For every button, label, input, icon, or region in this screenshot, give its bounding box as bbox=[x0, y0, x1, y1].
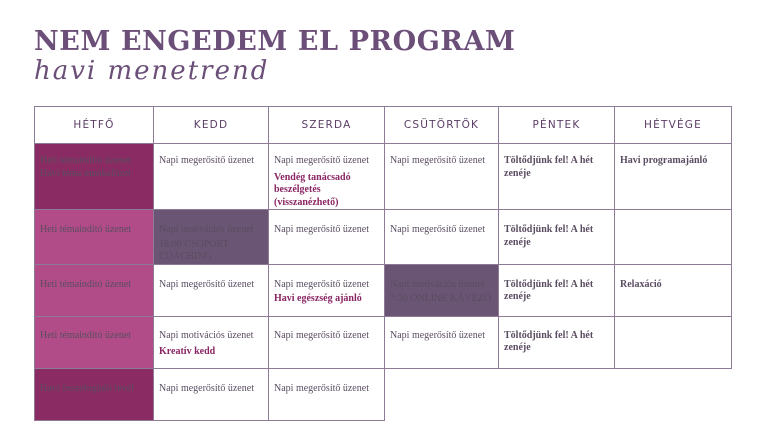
cell-text: Napi motivációs üzenet bbox=[390, 278, 485, 290]
table-row bbox=[35, 144, 732, 210]
schedule-cell bbox=[154, 368, 269, 420]
cell-text: beszélgetés (visszanézhető) bbox=[274, 184, 339, 208]
cell-text: Napi megerősítő üzenet bbox=[274, 278, 369, 290]
schedule-cell bbox=[154, 144, 269, 210]
page-title: NEM ENGEDEM EL PROGRAM bbox=[34, 26, 516, 57]
cell-text: Napi megerősítő üzenet bbox=[159, 278, 254, 290]
schedule-cell bbox=[499, 210, 615, 265]
cell-text: Vendég tanácsadó bbox=[274, 171, 351, 183]
schedule-cell bbox=[269, 264, 385, 316]
cell-text: Heti témaindító üzenet bbox=[40, 155, 132, 166]
schedule-cell bbox=[154, 316, 269, 368]
header-day: HÉTFŐ bbox=[35, 107, 154, 144]
header-day: PÉNTEK bbox=[499, 107, 615, 144]
cell-text: Heti témaindító üzenet bbox=[40, 329, 132, 341]
header-day: CSÜTÖRTÖK bbox=[385, 107, 499, 144]
schedule-cell bbox=[615, 316, 732, 368]
empty-cell bbox=[385, 368, 499, 420]
schedule-cell bbox=[499, 144, 615, 210]
table-row bbox=[35, 264, 732, 316]
header-day: SZERDA bbox=[269, 107, 385, 144]
schedule-cell bbox=[35, 210, 154, 265]
schedule-cell bbox=[385, 210, 499, 265]
cell-text: Napi megerősítő üzenet bbox=[159, 155, 254, 166]
cell-text: Napi megerősítő üzenet bbox=[274, 329, 369, 341]
schedule-cell bbox=[35, 264, 154, 316]
schedule-cell bbox=[269, 368, 385, 420]
schedule-cell bbox=[385, 144, 499, 210]
cell-text: Töltődjünk fel! A hét zenéje bbox=[504, 155, 594, 179]
cell-text: Relaxáció bbox=[620, 278, 662, 290]
cell-text: Kreatív kedd bbox=[159, 346, 216, 357]
cell-text: Napi megerősítő üzenet bbox=[159, 382, 254, 394]
cell-text: Napi megerősítő üzenet bbox=[274, 155, 369, 166]
schedule-cell bbox=[269, 144, 385, 210]
table-row bbox=[35, 210, 732, 265]
cell-text: Havi összefoglaló levél bbox=[40, 382, 134, 394]
schedule-cell bbox=[154, 264, 269, 316]
page-subtitle: havi menetrend bbox=[34, 56, 270, 86]
cell-text: 7:30 ONLINE KÁVÉZÓ bbox=[390, 293, 492, 304]
header-day: HÉTVÉGE bbox=[615, 107, 732, 144]
schedule-cell bbox=[385, 316, 499, 368]
schedule-cell bbox=[35, 368, 154, 420]
table-row bbox=[35, 316, 732, 368]
cell-text: Napi megerősítő üzenet bbox=[390, 155, 485, 166]
schedule-cell bbox=[269, 210, 385, 265]
cell-text: Töltődjünk fel! A hét zenéje bbox=[504, 329, 594, 353]
header-day: KEDD bbox=[154, 107, 269, 144]
schedule-cell bbox=[499, 264, 615, 316]
cell-text: Napi megerősítő üzenet bbox=[274, 382, 369, 394]
cell-text: Havi egészség ajánló bbox=[274, 293, 362, 304]
cell-text: Heti témaindító üzenet bbox=[40, 278, 132, 290]
schedule-cell bbox=[615, 144, 732, 210]
cell-text: Napi motivációs üzenet bbox=[159, 329, 254, 341]
cell-text: Napi motivációs üzenet bbox=[159, 224, 254, 235]
schedule-cell bbox=[35, 144, 154, 210]
table-row bbox=[35, 368, 732, 420]
schedule-cell bbox=[615, 210, 732, 265]
cell-text: Töltődjünk fel! A hét zenéje bbox=[504, 224, 594, 248]
schedule-cell bbox=[499, 316, 615, 368]
cell-text: Havi programajánló bbox=[620, 155, 708, 166]
cell-text: 18:00 CSOPORT COACHING bbox=[159, 238, 229, 262]
empty-cell bbox=[615, 368, 732, 420]
empty-cell bbox=[499, 368, 615, 420]
cell-text: Töltődjünk fel! A hét zenéje bbox=[504, 278, 594, 302]
header-row bbox=[35, 107, 732, 144]
schedule-cell bbox=[615, 264, 732, 316]
schedule-cell bbox=[269, 316, 385, 368]
cell-text: Napi megerősítő üzenet bbox=[390, 224, 485, 235]
schedule-table bbox=[34, 106, 732, 421]
cell-text: Heti témaindító üzenet bbox=[40, 224, 132, 235]
cell-text: Havi téma munkafüzet bbox=[40, 167, 132, 179]
schedule-cell bbox=[385, 264, 499, 316]
schedule-cell bbox=[35, 316, 154, 368]
schedule-cell bbox=[154, 210, 269, 265]
cell-text: Napi megerősítő üzenet bbox=[390, 329, 485, 341]
cell-text: Napi megerősítő üzenet bbox=[274, 224, 369, 235]
